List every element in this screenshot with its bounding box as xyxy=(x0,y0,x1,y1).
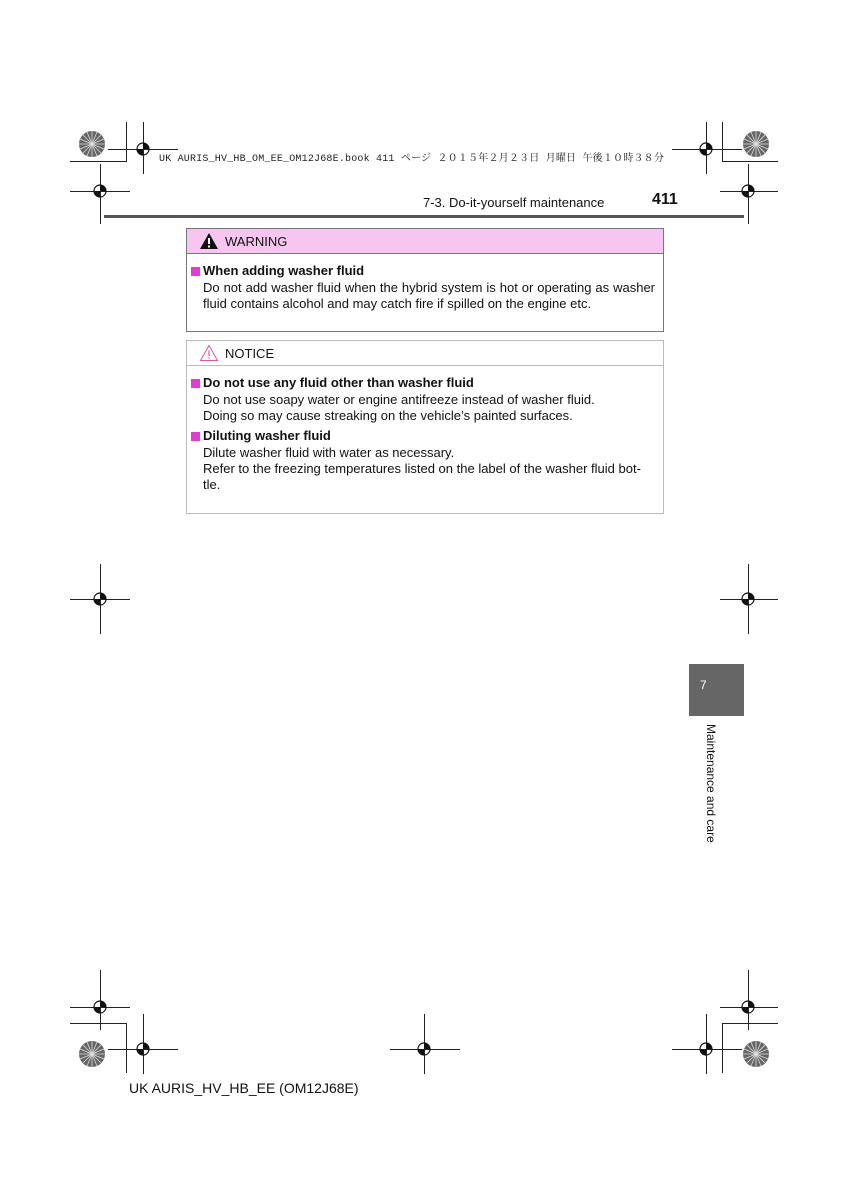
registration-mark-icon xyxy=(133,139,153,159)
warning-box xyxy=(186,228,664,332)
chapter-number: 7 xyxy=(700,678,707,692)
notice-item-title: Diluting washer fluid xyxy=(191,427,655,445)
registration-mark-icon xyxy=(696,139,716,159)
registration-mark-icon xyxy=(90,181,110,201)
registration-mark-icon xyxy=(90,589,110,609)
rosette-mark-icon xyxy=(78,1040,106,1068)
notice-triangle-icon xyxy=(199,344,219,362)
warning-label: WARNING xyxy=(225,233,288,249)
section-title: 7-3. Do-it-yourself maintenance xyxy=(423,195,605,210)
notice-box xyxy=(186,340,664,514)
bullet-square-icon xyxy=(191,432,200,441)
warning-triangle-icon xyxy=(199,232,219,250)
bullet-square-icon xyxy=(191,379,200,388)
registration-mark-icon xyxy=(738,589,758,609)
notice-item-line: Doing so may cause streaking on the vehicle’s painted surfaces. xyxy=(203,408,573,423)
notice-label: NOTICE xyxy=(225,345,275,361)
chapter-tab xyxy=(689,664,744,716)
rosette-mark-icon xyxy=(742,130,770,158)
registration-mark-icon xyxy=(414,1039,434,1059)
print-header: UK AURIS_HV_HB_OM_EE_OM12J68E.book 411 ページ ２０１５年２月２３日 月曜日 午後１０時３８分 xyxy=(159,154,665,165)
header-rule xyxy=(104,215,744,218)
registration-mark-icon xyxy=(133,1039,153,1059)
notice-header xyxy=(187,341,663,366)
notice-item-line: Dilute washer fluid with water as necessary. xyxy=(203,445,455,460)
warning-body xyxy=(187,254,663,312)
notice-body xyxy=(187,366,663,493)
registration-mark-icon xyxy=(696,1039,716,1059)
notice-item-line: Refer to the freezing temperatures listed on the label of the washer fluid bot-tle. xyxy=(203,461,641,492)
page-number: 411 xyxy=(652,191,678,208)
rosette-mark-icon xyxy=(78,130,106,158)
notice-item-line: Do not use soapy water or engine antifreeze instead of washer fluid. xyxy=(203,392,595,407)
warning-header xyxy=(187,229,663,254)
warning-item-text: Do not add washer fluid when the hybrid system is hot or operating as washer fluid contains alcohol and may catch fire if spilled on the engine etc. xyxy=(203,280,655,311)
notice-item-title: Do not use any fluid other than washer fluid xyxy=(191,374,655,392)
registration-mark-icon xyxy=(90,997,110,1017)
bullet-square-icon xyxy=(191,267,200,276)
registration-mark-icon xyxy=(738,181,758,201)
rosette-mark-icon xyxy=(742,1040,770,1068)
chapter-label: Maintenance and care xyxy=(704,724,718,843)
footer-code: UK AURIS_HV_HB_EE (OM12J68E) xyxy=(129,1080,359,1096)
warning-item-title: When adding washer fluid xyxy=(191,262,655,280)
registration-mark-icon xyxy=(738,997,758,1017)
